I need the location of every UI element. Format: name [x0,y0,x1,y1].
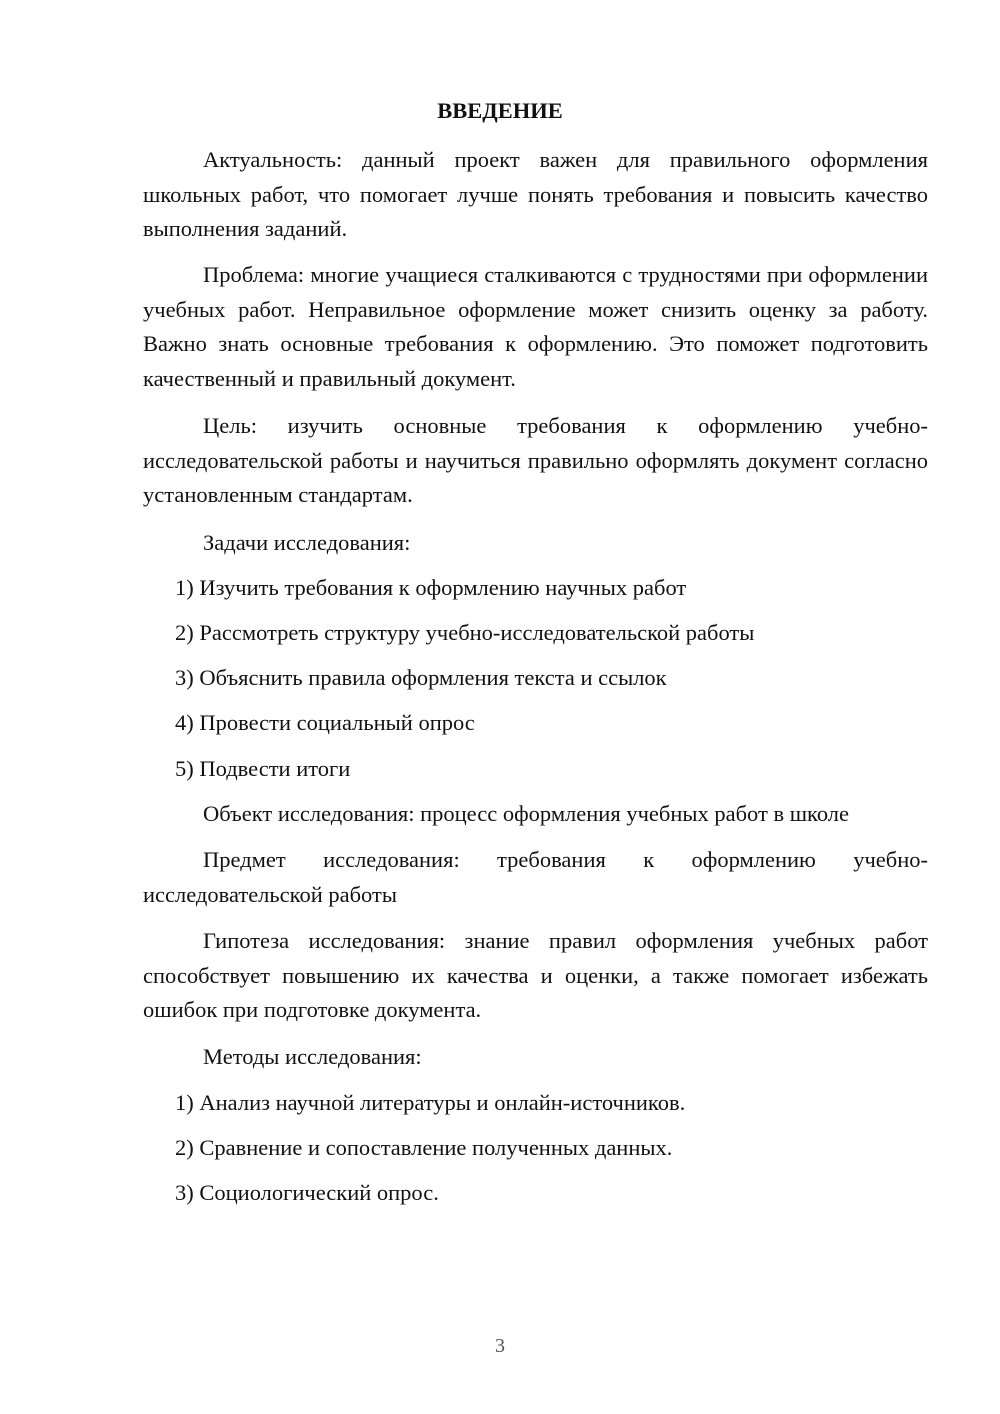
page-title: ВВЕДЕНИЕ [437,98,563,123]
task-item: 2) Рассмотреть структуру учебно-исследовательской работы [175,620,755,645]
tasks-title: Задачи исследования: [203,530,411,555]
object-paragraph: Объект исследования: процесс оформления учебных работ в школе [203,801,849,826]
relevance-paragraph: Актуальность: данный проект важен для правильного оформления школьных работ, что помогает лучше понять требования и повысить качество выполнения заданий. [143,147,928,241]
subject-paragraph: Предмет исследования: требования к оформлению учебно-исследовательской работы [143,847,928,907]
method-item: 1) Анализ научной литературы и онлайн-источников. [175,1090,686,1115]
page-number: 3 [495,1335,505,1357]
method-item: 3) Социологический опрос. [175,1180,439,1205]
methods-title: Методы исследования: [203,1044,422,1069]
task-item: 5) Подвести итоги [175,756,351,781]
goal-paragraph: Цель: изучить основные требования к оформлению учебно-исследовательской работы и научиться правильно оформлять документ согласно установленным стандартам. [143,413,928,507]
problem-paragraph: Проблема: многие учащиеся сталкиваются с трудностями при оформлении учебных работ. Неправильное оформление может снизить оценку за работу. Важно знать основные требования к оформлению. Это поможет подготовить качественный и правильный документ. [143,262,928,391]
task-item: 4) Провести социальный опрос [175,710,475,735]
task-item: 1) Изучить требования к оформлению научных работ [175,575,687,600]
method-item: 2) Сравнение и сопоставление полученных данных. [175,1135,673,1160]
task-item: 3) Объяснить правила оформления текста и ссылок [175,665,667,690]
hypothesis-paragraph: Гипотеза исследования: знание правил оформления учебных работ способствует повышению их качества и оценки, а также помогает избежать ошибок при подготовке документа. [143,928,928,1022]
